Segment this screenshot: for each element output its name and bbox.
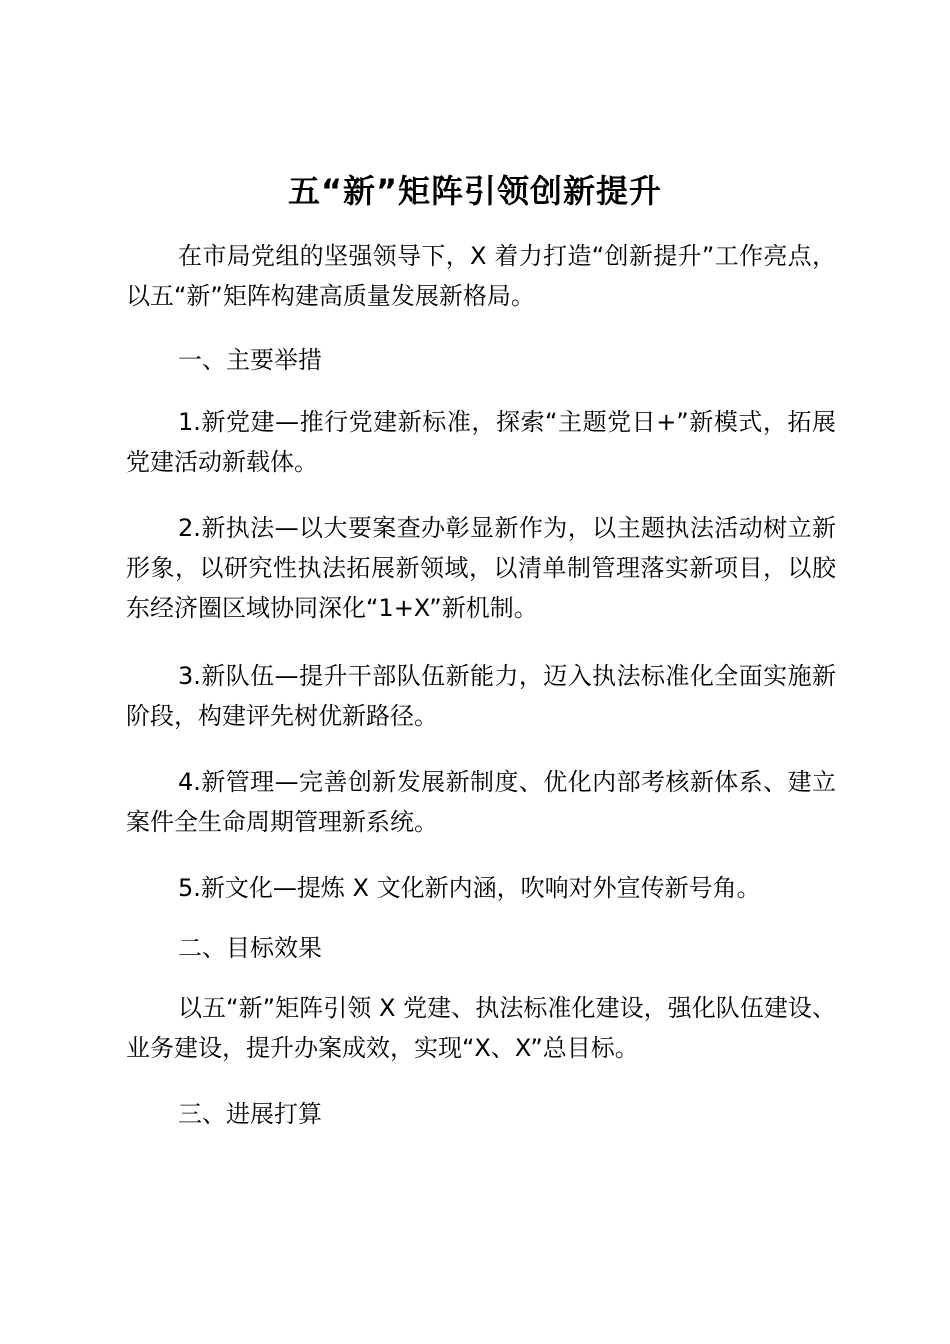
section-heading-measures: 一、主要举措	[178, 346, 322, 374]
intro-paragraph: 在市局党组的坚强领导下，X 着力打造“创新提升”工作亮点，以五“新”矩阵构建高质量发展新格局。	[126, 242, 836, 310]
measure-item-culture: 5.新文化—提炼 X 文化新内涵，吹响对外宣传新号角。	[178, 874, 761, 902]
section-heading-goals: 二、目标效果	[178, 934, 322, 962]
section-heading-progress: 三、进展打算	[178, 1100, 322, 1128]
measure-item-management: 4.新管理—完善创新发展新制度、优化内部考核新体系、建立案件全生命周期管理新系统。	[126, 768, 836, 836]
document-title: 五“新”矩阵引领创新提升	[287, 172, 663, 210]
measure-item-law-enforcement: 2.新执法—以大要案查办彰显新作为，以主题执法活动树立新形象，以研究性执法拓展新领域，以清单制管理落实新项目，以胶东经济圈区域协同深化“1+X”新机制。	[126, 514, 836, 622]
measure-item-party-building: 1.新党建—推行党建新标准，探索“主题党日+”新模式，拓展党建活动新载体。	[126, 408, 836, 476]
goal-paragraph: 以五“新”矩阵引领 X 党建、执法标准化建设，强化队伍建设、业务建设，提升办案成效，实现“X、X”总目标。	[126, 994, 836, 1062]
measure-item-team: 3.新队伍—提升干部队伍新能力，迈入执法标准化全面实施新阶段，构建评先树优新路径。	[126, 662, 836, 730]
